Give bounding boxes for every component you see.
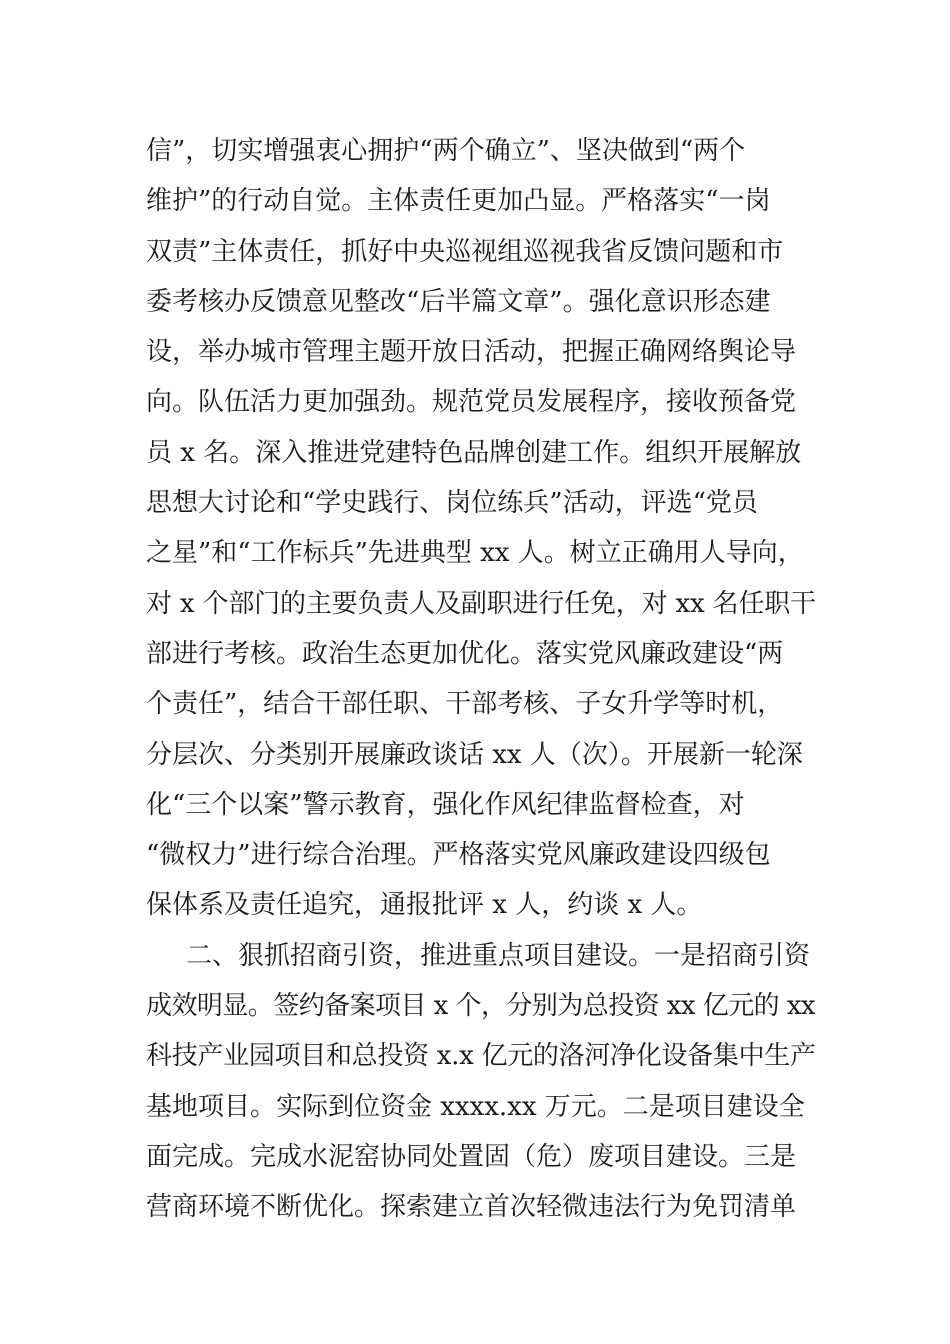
text-line: 之星”和“工作标兵”先进典型 xx 人。树立正确用人导向， [146,538,804,569]
text-line: 思想大讨论和“学史践行、岗位练兵”活动，评选“党员 [146,488,758,519]
text-line: 成效明显。签约备案项目 x 个，分别为总投资 xx 亿元的 xx [146,991,816,1022]
text-line: 设，举办城市管理主题开放日活动，把握正确网络舆论导 [146,337,797,368]
text-line: 基地项目。实际到位资金 xxxx.xx 万元。二是项目建设全 [146,1091,805,1122]
text-line: 营商环境不断优化。探索建立首次轻微违法行为免罚清单 [146,1192,797,1223]
text-line: 向。队伍活力更加强劲。规范党员发展程序，接收预备党 [146,387,797,418]
text-line: 维护”的行动自觉。主体责任更加凸显。严格落实“一岗 [146,186,771,217]
text-line: 员 x 名。深入推进党建特色品牌创建工作。组织开展解放 [146,437,802,468]
text-line: 部进行考核。政治生态更加优化。落实党风廉政建设“两 [146,638,784,669]
text-line: 科技产业园项目和总投资 x.x 亿元的洛河净化设备集中生产 [146,1041,816,1072]
text-line: “微权力”进行综合治理。严格落实党风廉政建设四级包 [146,840,771,871]
text-line: 双责”主体责任，抓好中央巡视组巡视我省反馈问题和市 [146,236,784,267]
text-line: 化“三个以案”警示教育，强化作风纪律监督检查，对 [146,789,745,820]
text-line: 个责任”，结合干部任职、干部考核、子女升学等时机， [146,689,784,720]
body-text [146,126,816,1233]
text-line: 对 x 个部门的主要负责人及副职进行任免，对 xx 名任职干 [146,588,816,619]
text-line: 信”，切实增强衷心拥护“两个确立”、坚决做到“两个 [146,136,746,166]
text-line: 保体系及责任追究，通报批评 x 人，约谈 x 人。 [146,890,703,921]
text-line: 委考核办反馈意见整改“后半篇文章”。强化意识形态建 [146,286,771,317]
text-line: 分层次、分类别开展廉政谈话 xx 人（次）。开展新一轮深 [146,739,803,770]
text-line: 面完成。完成水泥窑协同处置固（危）废项目建设。三是 [146,1141,797,1172]
paragraph-first-line: 二、狠抓招商引资，推进重点项目建设。一是招商引资 [186,940,811,971]
